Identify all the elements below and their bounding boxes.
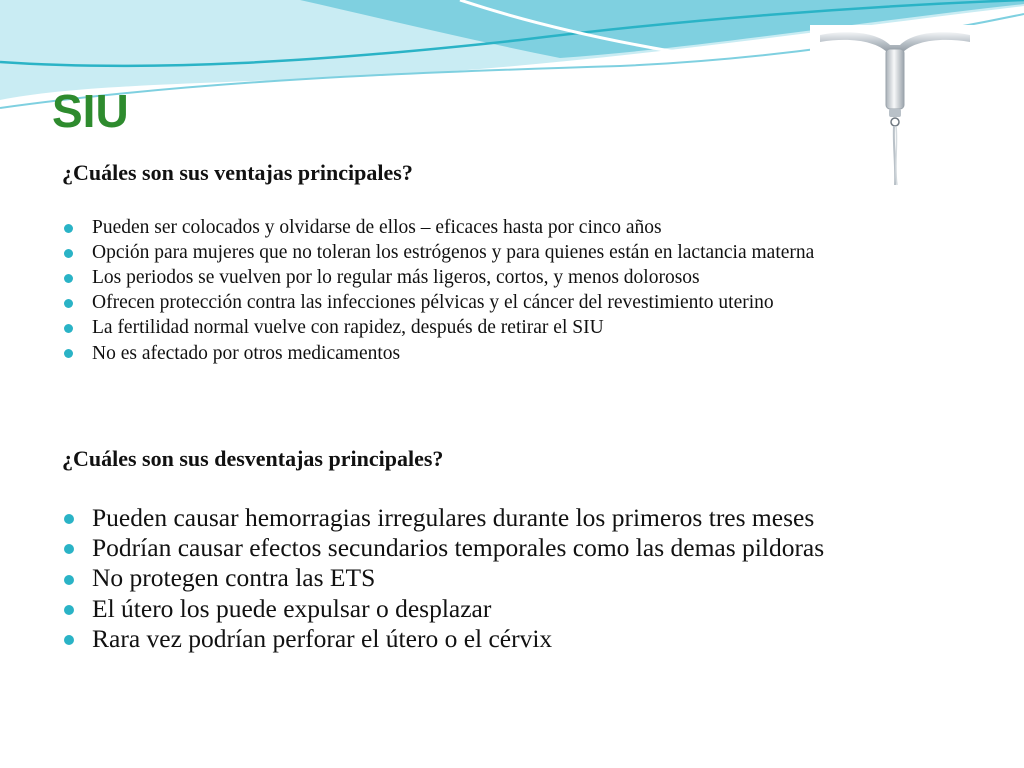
bullet-icon <box>64 349 73 358</box>
bullet-icon <box>64 605 74 615</box>
list-item-text: El útero los puede expulsar o desplazar <box>92 593 492 623</box>
bullet-icon <box>64 224 73 233</box>
list-item-text: Pueden causar hemorragias irregulares durante los primeros tres meses <box>92 503 815 532</box>
advantages-list <box>62 218 962 369</box>
bullet-icon <box>64 324 73 333</box>
bullet-icon <box>64 249 73 258</box>
list-item-text: Pueden ser colocados y olvidarse de ellos – eficaces hasta por cinco años <box>92 217 662 238</box>
list-item <box>62 243 962 262</box>
bullet-icon <box>64 544 74 554</box>
list-item <box>62 218 962 237</box>
list-item <box>62 623 962 653</box>
list-item <box>62 293 962 312</box>
list-item <box>62 563 962 593</box>
list-item-text: Los periodos se vuelven por lo regular más ligeros, cortos, y menos dolorosos <box>92 267 700 289</box>
list-item <box>62 268 962 287</box>
list-item-text: Ofrecen protección contra las infecciones pélvicas y el cáncer del revestimiento uterino <box>92 292 774 314</box>
slide-title: SIU <box>52 85 129 137</box>
disadvantages-heading: ¿Cuáles son sus desventajas principales? <box>62 446 444 471</box>
list-item-text: La fertilidad normal vuelve con rapidez, después de retirar el SIU <box>92 317 604 339</box>
list-item <box>62 503 962 532</box>
list-item-text: Opción para mujeres que no toleran los estrógenos y para quienes están en lactancia materna <box>92 242 815 264</box>
list-item <box>62 318 962 337</box>
list-item-text: Rara vez podrían perforar el útero o el cérvix <box>92 623 553 653</box>
list-item-text: No es afectado por otros medicamentos <box>92 342 401 364</box>
bullet-icon <box>64 274 73 283</box>
bullet-icon <box>64 575 74 585</box>
list-item <box>62 344 962 363</box>
list-item <box>62 533 962 563</box>
advantages-heading: ¿Cuáles son sus ventajas principales? <box>62 160 413 185</box>
bullet-icon <box>64 635 74 645</box>
disadvantages-list <box>62 503 962 657</box>
bullet-icon <box>64 299 73 308</box>
list-item <box>62 593 962 623</box>
list-item-text: No protegen contra las ETS <box>92 563 376 593</box>
list-item-text: Podrían causar efectos secundarios temporales como las demas pildoras <box>92 533 825 563</box>
iud-image <box>810 25 982 190</box>
bullet-icon <box>64 514 74 524</box>
